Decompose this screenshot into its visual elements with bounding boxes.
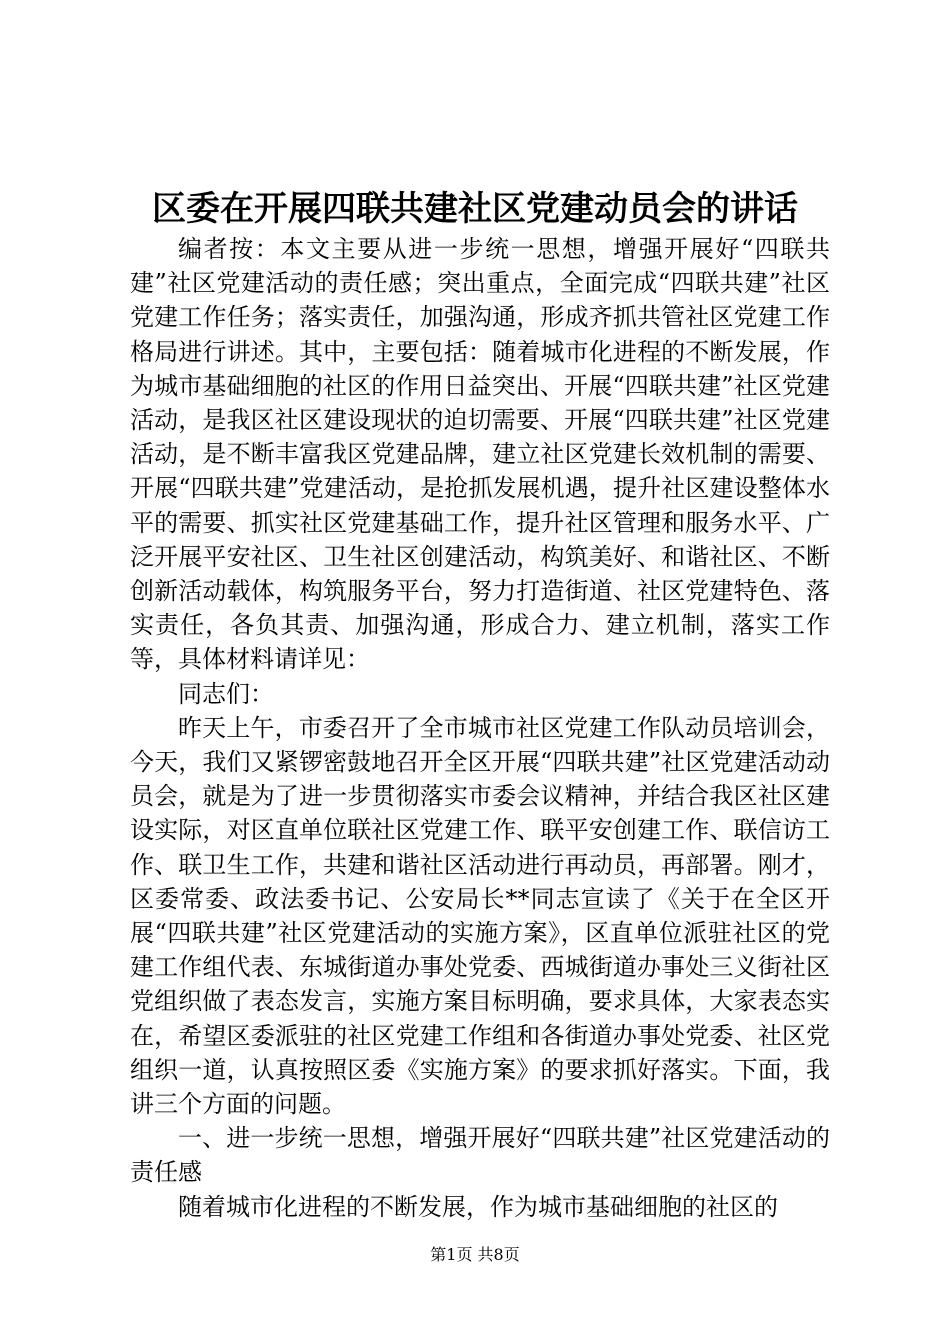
document-title: 区委在开展四联共建社区党建动员会的讲话: [152, 189, 798, 229]
section-heading-1: 一、进一步统一思想，增强开展好“四联共建”社区党建活动的责任感: [130, 1124, 830, 1187]
page-number-footer: 第1页 共8页: [430, 1245, 520, 1264]
paragraph-section-1-start: 随着城市化进程的不断发展，作为城市基础细胞的社区的: [178, 1192, 778, 1221]
paragraph-editor-note: 编者按：本文主要从进一步统一思想，增强开展好“四联共建”社区党建活动的责任感；突出重点，全面完成“四联共建”社区党建工作任务；落实责任，加强沟通，形成齐抓共管社区党建工作格局进行讲述。其中，主要包括：随着城市化进程的不断发展，作为城市基础细胞的社区的作用日益突出、开展“四联共建”社区党建活动，是我区社区建设现状的迫切需要、开展“四联共建”社区党建活动，是不断丰富我区党建品牌，建立社区党建长效机制的需要、开展“四联共建”党建活动，是抢抓发展机遇，提升社区建设整体水平的需要、抓实社区党建基础工作，提升社区管理和服务水平、广泛开展平安社区、卫生社区创建活动，构筑美好、和谐社区、不断创新活动载体，构筑服务平台，努力打造街道、社区党建特色、落实责任，各负其责、加强沟通，形成合力、建立机制，落实工作等，具体材料请详见：: [130, 235, 830, 674]
document-body: [130, 232, 830, 1224]
paragraph-salutation: 同志们：: [178, 679, 274, 708]
paragraph-opening: 昨天上午，市委召开了全市城市社区党建工作队动员培训会，今天，我们又紧锣密鼓地召开全区开展“四联共建”社区党建活动动员会，就是为了进一步贯彻落实市委会议精神，并结合我区社区建设实际，对区直单位联社区党建工作、联平安创建工作、联信访工作、联卫生工作，共建和谐社区活动进行再动员，再部署。刚才，区委常委、政法委书记、公安局长**同志宣读了《关于在全区开展“四联共建”社区党建活动的实施方案》，区直单位派驻社区的党建工作组代表、东城街道办事处党委、西城街道办事处三义街社区党组织做了表态发言，实施方案目标明确，要求具体，大家表态实在，希望区委派驻的社区党建工作组和各街道办事处党委、社区党组织一道，认真按照区委《实施方案》的要求抓好落实。下面，我讲三个方面的问题。: [130, 713, 830, 1119]
